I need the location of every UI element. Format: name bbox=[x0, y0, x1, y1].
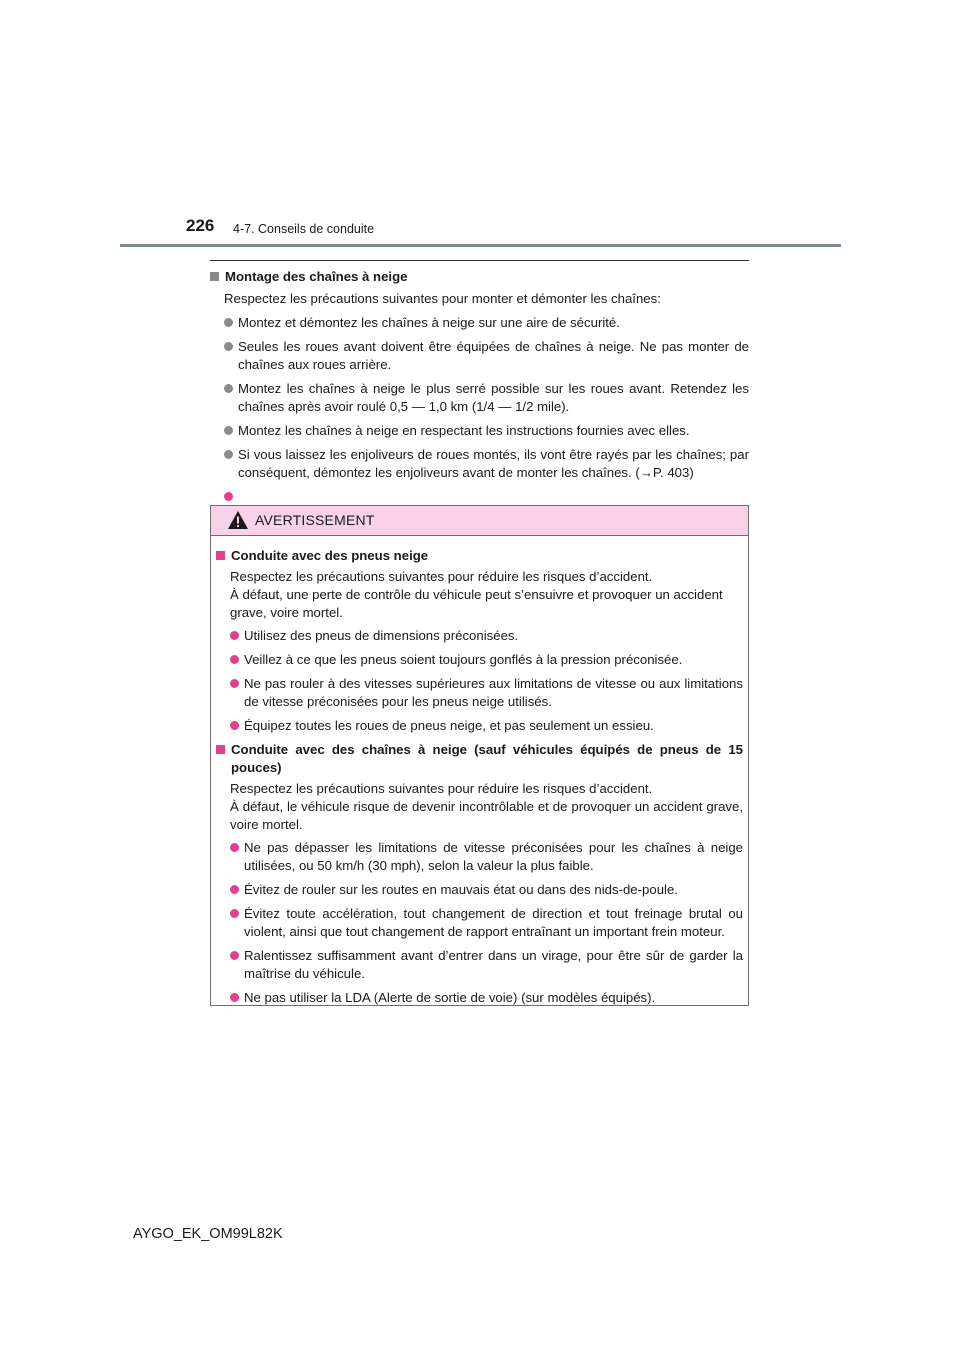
list-item bbox=[216, 839, 743, 875]
warning-header bbox=[211, 506, 748, 536]
grey-bullet-icon bbox=[224, 426, 233, 435]
pink-bullet-icon bbox=[230, 655, 239, 664]
snow-chains-warning-intro bbox=[216, 780, 743, 834]
list-item-text: Évitez toute accélération, tout changement de direction et tout freinage brutal ou violent, ainsi que tout changement de rapport entraînant un important frein moteur. bbox=[244, 906, 743, 939]
header-rule bbox=[120, 244, 841, 247]
list-item-text: Équipez toutes les roues de pneus neige, et pas seulement un essieu. bbox=[244, 718, 654, 733]
list-item bbox=[216, 717, 743, 735]
pink-bullet-icon bbox=[224, 492, 233, 501]
warning-body bbox=[216, 547, 743, 1013]
pink-bullet-icon bbox=[230, 631, 239, 640]
section-title: 4-7. Conseils de conduite bbox=[233, 222, 375, 236]
content-top-rule bbox=[210, 260, 749, 261]
list-item-text: Montez les chaînes à neige le plus serré possible sur les roues avant. Retendez les chaînes après avoir roulé 0,5 — 1,0 km (1/4 — 1/2 mile). bbox=[238, 381, 749, 414]
grey-square-icon bbox=[210, 272, 219, 281]
list-item-text: Ne pas rouler à des vitesses supérieures aux limitations de vitesse ou aux limitations de vitesse préconisées pour les pneus neige utilisés. bbox=[244, 676, 743, 709]
warning-title: AVERTISSEMENT bbox=[255, 512, 375, 528]
list-item-text: Utilisez des pneus de dimensions préconisées. bbox=[244, 628, 519, 643]
page-number: 226 bbox=[186, 216, 215, 235]
list-item bbox=[210, 338, 749, 374]
list-item-text: Ralentissez suffisamment avant d’entrer dans un virage, pour être sûr de garder la maîtrise du véhicule. bbox=[244, 948, 743, 981]
snow-chains-warning-heading bbox=[216, 741, 743, 777]
snow-chains-section bbox=[210, 268, 749, 512]
list-item bbox=[216, 881, 743, 899]
snow-chains-warning-heading-text: Conduite avec des chaînes à neige (sauf véhicules équipés de pneus de 15 pouces) bbox=[231, 742, 743, 775]
pink-square-icon bbox=[216, 551, 225, 560]
list-item bbox=[216, 675, 743, 711]
list-item bbox=[210, 488, 749, 506]
list-item-text: Montez et démontez les chaînes à neige sur une aire de sécurité. bbox=[238, 315, 620, 330]
intro-line: À défaut, une perte de contrôle du véhicule peut s’ensuivre et provoquer un accident grave, voire mortel. bbox=[230, 587, 723, 620]
pink-square-icon bbox=[216, 745, 225, 754]
pink-bullet-icon bbox=[230, 885, 239, 894]
snow-tires-heading bbox=[216, 547, 743, 565]
list-item bbox=[216, 989, 743, 1007]
intro-line: À défaut, le véhicule risque de devenir incontrôlable et de provoquer un accident grave, voire mortel. bbox=[230, 799, 743, 832]
grey-bullet-icon bbox=[224, 450, 233, 459]
pink-bullet-icon bbox=[230, 993, 239, 1002]
list-item bbox=[210, 314, 749, 332]
snow-tires-heading-text: Conduite avec des pneus neige bbox=[231, 548, 429, 563]
snow-chains-heading bbox=[210, 268, 749, 286]
grey-bullet-icon bbox=[224, 384, 233, 393]
pink-bullet-icon bbox=[230, 951, 239, 960]
snow-chains-intro: Respectez les précautions suivantes pour monter et démonter les chaînes: bbox=[224, 291, 661, 306]
warning-box bbox=[210, 505, 749, 1006]
snow-tires-intro bbox=[216, 568, 743, 622]
list-item-text: Seules les roues avant doivent être équipées de chaînes à neige. Ne pas monter de chaînes aux roues arrière. bbox=[238, 339, 749, 372]
list-item bbox=[210, 446, 749, 482]
list-item bbox=[216, 947, 743, 983]
list-item bbox=[210, 422, 749, 440]
grey-bullet-icon bbox=[224, 318, 233, 327]
list-item-text: Ne pas dépasser les limitations de vitesse préconisées pour les chaînes à neige utilisées, ou 50 km/h (30 mph), selon la valeur la plus faible. bbox=[244, 840, 743, 873]
list-item-text: Ne pas utiliser la LDA (Alerte de sortie de voie) (sur modèles équipés). bbox=[244, 990, 656, 1005]
pink-bullet-icon bbox=[230, 843, 239, 852]
list-item-text: Évitez de rouler sur les routes en mauvais état ou dans des nids-de-poule. bbox=[244, 882, 678, 897]
list-item-text: Veillez à ce que les pneus soient toujours gonflés à la pression préconisée. bbox=[244, 652, 683, 667]
list-item bbox=[216, 905, 743, 941]
snow-chains-heading-text: Montage des chaînes à neige bbox=[225, 269, 408, 284]
document-code: AYGO_EK_OM99L82K bbox=[133, 1226, 283, 1242]
list-item bbox=[216, 627, 743, 645]
intro-line: Respectez les précautions suivantes pour réduire les risques d’accident. bbox=[230, 781, 653, 796]
pink-bullet-icon bbox=[230, 909, 239, 918]
warning-triangle-icon bbox=[227, 510, 249, 530]
list-item-text: Si vous laissez les enjoliveurs de roues montés, ils vont être rayés par les chaînes; par conséquent, démontez les enjoliveurs avant de monter les chaînes. (→P. 403) bbox=[238, 447, 749, 480]
list-item bbox=[210, 380, 749, 416]
list-item-text: Montez les chaînes à neige en respectant les instructions fournies avec elles. bbox=[238, 423, 690, 438]
grey-bullet-icon bbox=[224, 342, 233, 351]
pink-bullet-icon bbox=[230, 721, 239, 730]
pink-bullet-icon bbox=[230, 679, 239, 688]
intro-line: Respectez les précautions suivantes pour réduire les risques d’accident. bbox=[230, 569, 653, 584]
list-item bbox=[216, 651, 743, 669]
